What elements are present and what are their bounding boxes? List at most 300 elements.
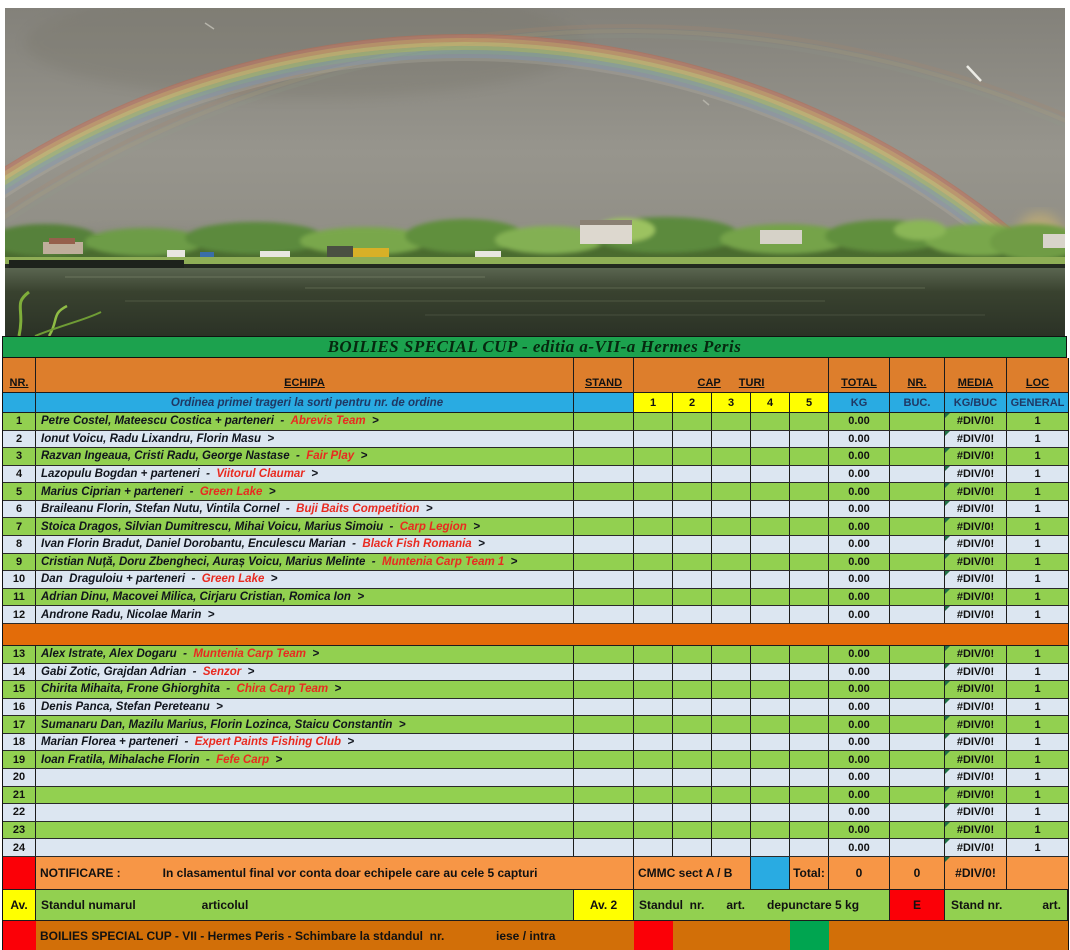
stand-cell[interactable] (574, 431, 634, 448)
catch-cell-4[interactable] (751, 536, 790, 553)
row-nr-cell[interactable]: 16 (3, 699, 36, 716)
stand-cell[interactable] (574, 716, 634, 733)
catch-cell-1[interactable] (634, 589, 673, 606)
media-cell[interactable]: #DIV/0! (945, 413, 1007, 430)
loc-cell[interactable]: 1 (1034, 538, 1041, 551)
catch-cell-4[interactable] (751, 751, 790, 768)
buc-cell[interactable] (890, 769, 945, 786)
catch-cell-4[interactable] (751, 839, 790, 856)
catch-cell-2[interactable] (673, 431, 712, 448)
stand-change-red-badge[interactable] (3, 921, 36, 950)
buc-cell[interactable] (890, 413, 945, 430)
team-name-cell[interactable] (36, 483, 574, 500)
team-name-cell[interactable] (36, 501, 574, 518)
team-name-cell[interactable] (36, 804, 574, 821)
row-nr-cell[interactable]: 6 (3, 501, 36, 518)
catch-cell-1[interactable] (634, 518, 673, 535)
catch-cell-3[interactable] (712, 466, 751, 483)
media-cell[interactable]: #DIV/0! (945, 804, 1007, 821)
draw-number-cell[interactable]: 2 (673, 393, 712, 412)
catch-cell-3[interactable] (712, 483, 751, 500)
row-nr-cell[interactable]: 7 (3, 518, 36, 535)
stand-change-text-cell[interactable]: BOILIES SPECIAL CUP - VII - Hermes Peris - Schimbare la stdandul nr. (40, 929, 445, 943)
row-nr-cell[interactable]: 8 (3, 536, 36, 553)
row-nr-cell[interactable]: 10 (3, 571, 36, 588)
catch-cell-4[interactable] (751, 681, 790, 698)
catch-cell-2[interactable] (673, 554, 712, 571)
media-cell[interactable]: #DIV/0! (945, 501, 1007, 518)
catch-cell-1[interactable] (634, 431, 673, 448)
catch-cell-4[interactable] (751, 769, 790, 786)
buc-cell[interactable] (890, 646, 945, 663)
team-name-cell[interactable] (36, 536, 574, 553)
team-name-cell[interactable] (36, 413, 574, 430)
catch-cell-2[interactable] (673, 518, 712, 535)
media-cell[interactable]: #DIV/0! (945, 734, 1007, 751)
media-cell[interactable]: #DIV/0! (945, 787, 1007, 804)
catch-cell-1[interactable] (634, 448, 673, 465)
catch-cell-2[interactable] (673, 804, 712, 821)
buc-cell[interactable] (890, 664, 945, 681)
catch-cell-5[interactable] (790, 699, 829, 716)
buc-cell[interactable] (890, 589, 945, 606)
av-left-text-cell[interactable]: Standul numarul articolul (36, 890, 574, 920)
loc-cell[interactable]: 1 (1034, 520, 1041, 533)
team-name-cell[interactable] (36, 751, 574, 768)
catch-cell-5[interactable] (790, 571, 829, 588)
row-nr-cell[interactable]: 13 (3, 646, 36, 663)
media-cell[interactable]: #DIV/0! (945, 681, 1007, 698)
catch-cell-5[interactable] (790, 839, 829, 856)
team-name-cell[interactable] (36, 518, 574, 535)
catch-cell-3[interactable] (712, 822, 751, 839)
iese-intra-cell[interactable]: iese / intra (496, 929, 556, 943)
catch-cell-5[interactable] (790, 734, 829, 751)
team-name-cell[interactable] (36, 681, 574, 698)
loc-cell[interactable]: 1 (1034, 806, 1041, 819)
stand-cell[interactable] (574, 606, 634, 623)
header-echipa[interactable]: ECHIPA (36, 358, 574, 392)
media-cell[interactable]: #DIV/0! (945, 431, 1007, 448)
catch-cell-2[interactable] (673, 501, 712, 518)
catch-cell-4[interactable] (751, 501, 790, 518)
catch-cell-2[interactable] (673, 751, 712, 768)
loc-cell[interactable]: 1 (1034, 648, 1041, 661)
stand-cell[interactable] (574, 518, 634, 535)
media-cell[interactable]: #DIV/0! (945, 571, 1007, 588)
notification-red-cell[interactable] (3, 857, 36, 889)
draw-number-cell[interactable]: 4 (751, 393, 790, 412)
buc-cell[interactable] (890, 751, 945, 768)
catch-cell-1[interactable] (634, 664, 673, 681)
catch-cell-5[interactable] (790, 413, 829, 430)
buc-cell[interactable] (890, 466, 945, 483)
buc-cell[interactable] (890, 699, 945, 716)
total-kg-cell[interactable]: 0.00 (829, 751, 890, 768)
media-cell[interactable]: #DIV/0! (945, 769, 1007, 786)
total-kg-cell[interactable]: 0.00 (829, 681, 890, 698)
catch-cell-4[interactable] (751, 787, 790, 804)
catch-cell-3[interactable] (712, 413, 751, 430)
row-nr-cell[interactable]: 17 (3, 716, 36, 733)
media-cell[interactable]: #DIV/0! (945, 448, 1007, 465)
catch-cell-1[interactable] (634, 501, 673, 518)
total-kg-cell[interactable]: 0.00 (829, 413, 890, 430)
total-kg-cell[interactable]: 0.00 (829, 483, 890, 500)
media-cell[interactable]: #DIV/0! (945, 716, 1007, 733)
catch-cell-3[interactable] (712, 751, 751, 768)
catch-cell-5[interactable] (790, 787, 829, 804)
catch-cell-4[interactable] (751, 646, 790, 663)
row-nr-cell[interactable]: 23 (3, 822, 36, 839)
team-name-cell[interactable] (36, 646, 574, 663)
catch-cell-1[interactable] (634, 699, 673, 716)
catch-cell-5[interactable] (790, 646, 829, 663)
buc-cell[interactable] (890, 681, 945, 698)
total-label-cell[interactable]: Total: (790, 857, 829, 889)
av-mid-text-cell[interactable]: Standul nr. art. depunctare 5 kg (634, 890, 890, 920)
catch-cell-2[interactable] (673, 699, 712, 716)
catch-cell-1[interactable] (634, 646, 673, 663)
row-nr-cell[interactable]: 9 (3, 554, 36, 571)
catch-cell-4[interactable] (751, 431, 790, 448)
loc-cell[interactable]: 1 (1034, 788, 1041, 801)
catch-cell-2[interactable] (673, 734, 712, 751)
catch-cell-3[interactable] (712, 681, 751, 698)
row-nr-cell[interactable]: 5 (3, 483, 36, 500)
team-name-cell[interactable] (36, 589, 574, 606)
catch-cell-1[interactable] (634, 822, 673, 839)
catch-cell-2[interactable] (673, 483, 712, 500)
draw-number-cell[interactable]: 5 (790, 393, 829, 412)
loc-cell[interactable]: 1 (1034, 771, 1041, 784)
team-name-cell[interactable] (36, 431, 574, 448)
total-kg-cell[interactable]: 0.00 (829, 448, 890, 465)
media-cell[interactable]: #DIV/0! (945, 699, 1007, 716)
team-name-cell[interactable] (36, 554, 574, 571)
team-name-cell[interactable] (36, 699, 574, 716)
order-note-cell[interactable]: Ordinea primei trageri la sorti pentru nr. de ordine (36, 393, 574, 412)
catch-cell-2[interactable] (673, 681, 712, 698)
stand-cell[interactable] (574, 664, 634, 681)
catch-cell-1[interactable] (634, 554, 673, 571)
header-loc[interactable]: LOC (1025, 377, 1050, 389)
draw-number-cell[interactable]: 3 (712, 393, 751, 412)
team-name-cell[interactable] (36, 787, 574, 804)
catch-cell-1[interactable] (634, 716, 673, 733)
cmmc-sector-cell[interactable]: CMMC sect A / B (634, 857, 751, 889)
row-nr-cell[interactable]: 14 (3, 664, 36, 681)
total-kg-cell[interactable]: 0.00 (829, 716, 890, 733)
loc-cell[interactable]: 1 (1034, 608, 1041, 621)
loc-cell[interactable]: 1 (1034, 591, 1041, 604)
catch-cell-5[interactable] (790, 501, 829, 518)
catch-cell-5[interactable] (790, 606, 829, 623)
buc-cell[interactable] (890, 518, 945, 535)
loc-cell[interactable]: 1 (1034, 683, 1041, 696)
grand-total-kg-cell[interactable]: 0 (829, 857, 890, 889)
sector-color-cell[interactable] (751, 857, 790, 889)
loc-cell[interactable]: 1 (1034, 432, 1041, 445)
stand-cell[interactable] (574, 448, 634, 465)
catch-cell-1[interactable] (634, 571, 673, 588)
order-buc-cell[interactable]: BUC. (890, 393, 945, 412)
av2-badge-cell[interactable]: Av. 2 (574, 890, 634, 920)
media-cell[interactable]: #DIV/0! (945, 646, 1007, 663)
catch-cell-2[interactable] (673, 589, 712, 606)
row-nr-cell[interactable]: 20 (3, 769, 36, 786)
buc-cell[interactable] (890, 536, 945, 553)
loc-cell[interactable]: 1 (1034, 503, 1041, 516)
buc-cell[interactable] (890, 734, 945, 751)
catch-cell-4[interactable] (751, 734, 790, 751)
stand-cell[interactable] (574, 466, 634, 483)
loc-cell[interactable]: 1 (1034, 450, 1041, 463)
grand-total-buc-cell[interactable]: 0 (890, 857, 945, 889)
stand-cell[interactable] (574, 536, 634, 553)
catch-cell-5[interactable] (790, 518, 829, 535)
catch-cell-2[interactable] (673, 664, 712, 681)
catch-cell-5[interactable] (790, 554, 829, 571)
header-media[interactable]: MEDIA (945, 358, 1007, 392)
catch-cell-4[interactable] (751, 448, 790, 465)
total-kg-cell[interactable]: 0.00 (829, 606, 890, 623)
notification-end-cell[interactable] (1007, 857, 1068, 889)
notification-text-cell[interactable]: NOTIFICARE : In clasamentul final vor conta doar echipele care au cele 5 capturi (36, 857, 634, 889)
catch-cell-2[interactable] (673, 787, 712, 804)
catch-cell-2[interactable] (673, 646, 712, 663)
media-cell[interactable]: #DIV/0! (945, 466, 1007, 483)
stand-cell[interactable] (574, 554, 634, 571)
catch-cell-1[interactable] (634, 466, 673, 483)
catch-cell-2[interactable] (673, 413, 712, 430)
order-kgbuc-cell[interactable]: KG/BUC (945, 393, 1007, 412)
iese-color-cell[interactable] (634, 921, 673, 950)
header-nr-buc[interactable]: NR. (890, 358, 945, 392)
catch-cell-5[interactable] (790, 466, 829, 483)
stand-cell[interactable] (574, 646, 634, 663)
loc-cell[interactable]: 1 (1034, 701, 1041, 714)
catch-cell-4[interactable] (751, 699, 790, 716)
row-nr-cell[interactable]: 19 (3, 751, 36, 768)
stand-cell[interactable] (574, 734, 634, 751)
loc-cell[interactable]: 1 (1034, 718, 1041, 731)
catch-cell-2[interactable] (673, 448, 712, 465)
total-kg-cell[interactable]: 0.00 (829, 769, 890, 786)
loc-cell[interactable]: 1 (1034, 665, 1041, 678)
catch-cell-2[interactable] (673, 536, 712, 553)
buc-cell[interactable] (890, 448, 945, 465)
media-cell[interactable]: #DIV/0! (945, 554, 1007, 571)
catch-cell-4[interactable] (751, 413, 790, 430)
stand-cell[interactable] (574, 589, 634, 606)
catch-cell-2[interactable] (673, 571, 712, 588)
team-name-cell[interactable] (36, 716, 574, 733)
intra-color-cell[interactable] (790, 921, 829, 950)
catch-cell-4[interactable] (751, 518, 790, 535)
buc-cell[interactable] (890, 431, 945, 448)
catch-cell-4[interactable] (751, 483, 790, 500)
catch-cell-3[interactable] (712, 716, 751, 733)
catch-cell-2[interactable] (673, 466, 712, 483)
catch-cell-1[interactable] (634, 769, 673, 786)
total-kg-cell[interactable]: 0.00 (829, 664, 890, 681)
catch-cell-3[interactable] (712, 646, 751, 663)
team-name-cell[interactable] (36, 664, 574, 681)
catch-cell-2[interactable] (673, 822, 712, 839)
av-right-text-cell[interactable]: Stand nr. art. (945, 890, 1068, 920)
media-cell[interactable]: #DIV/0! (945, 664, 1007, 681)
catch-cell-3[interactable] (712, 804, 751, 821)
total-kg-cell[interactable]: 0.00 (829, 839, 890, 856)
header-cap-turi[interactable]: CAP TURI (634, 358, 829, 392)
order-nr-cell[interactable] (3, 393, 36, 412)
loc-cell[interactable]: 1 (1034, 573, 1041, 586)
buc-cell[interactable] (890, 571, 945, 588)
total-kg-cell[interactable]: 0.00 (829, 466, 890, 483)
catch-cell-3[interactable] (712, 606, 751, 623)
catch-cell-4[interactable] (751, 606, 790, 623)
total-kg-cell[interactable]: 0.00 (829, 431, 890, 448)
row-nr-cell[interactable]: 1 (3, 413, 36, 430)
loc-cell[interactable]: 1 (1034, 555, 1041, 568)
catch-cell-1[interactable] (634, 606, 673, 623)
catch-cell-3[interactable] (712, 536, 751, 553)
team-name-cell[interactable] (36, 839, 574, 856)
row-nr-cell[interactable]: 2 (3, 431, 36, 448)
catch-cell-5[interactable] (790, 431, 829, 448)
e-badge-cell[interactable]: E (890, 890, 945, 920)
catch-cell-4[interactable] (751, 664, 790, 681)
catch-cell-4[interactable] (751, 716, 790, 733)
catch-cell-3[interactable] (712, 571, 751, 588)
catch-cell-1[interactable] (634, 734, 673, 751)
order-stand-cell[interactable] (574, 393, 634, 412)
catch-cell-3[interactable] (712, 699, 751, 716)
catch-cell-4[interactable] (751, 822, 790, 839)
catch-cell-3[interactable] (712, 431, 751, 448)
total-kg-cell[interactable]: 0.00 (829, 804, 890, 821)
stand-cell[interactable] (574, 804, 634, 821)
catch-cell-1[interactable] (634, 751, 673, 768)
total-kg-cell[interactable]: 0.00 (829, 554, 890, 571)
catch-cell-3[interactable] (712, 769, 751, 786)
team-name-cell[interactable] (36, 448, 574, 465)
team-name-cell[interactable] (36, 734, 574, 751)
buc-cell[interactable] (890, 822, 945, 839)
stand-cell[interactable] (574, 822, 634, 839)
stand-cell[interactable] (574, 699, 634, 716)
loc-cell[interactable]: 1 (1034, 736, 1041, 749)
row-nr-cell[interactable]: 22 (3, 804, 36, 821)
catch-cell-3[interactable] (712, 518, 751, 535)
stand-cell[interactable] (574, 787, 634, 804)
catch-cell-5[interactable] (790, 664, 829, 681)
draw-number-cell[interactable]: 1 (634, 393, 673, 412)
catch-cell-5[interactable] (790, 716, 829, 733)
catch-cell-1[interactable] (634, 804, 673, 821)
catch-cell-2[interactable] (673, 606, 712, 623)
catch-cell-3[interactable] (712, 554, 751, 571)
total-kg-cell[interactable]: 0.00 (829, 822, 890, 839)
row-nr-cell[interactable]: 21 (3, 787, 36, 804)
total-kg-cell[interactable]: 0.00 (829, 518, 890, 535)
row-nr-cell[interactable]: 4 (3, 466, 36, 483)
buc-cell[interactable] (890, 804, 945, 821)
header-total[interactable]: TOTAL (829, 358, 890, 392)
loc-cell[interactable]: 1 (1034, 824, 1041, 837)
buc-cell[interactable] (890, 554, 945, 571)
catch-cell-4[interactable] (751, 589, 790, 606)
catch-cell-5[interactable] (790, 536, 829, 553)
stand-cell[interactable] (574, 571, 634, 588)
loc-cell[interactable]: 1 (1034, 753, 1041, 766)
buc-cell[interactable] (890, 606, 945, 623)
buc-cell[interactable] (890, 501, 945, 518)
catch-cell-3[interactable] (712, 664, 751, 681)
team-name-cell[interactable] (36, 466, 574, 483)
stand-cell[interactable] (574, 751, 634, 768)
media-cell[interactable]: #DIV/0! (945, 518, 1007, 535)
loc-cell[interactable]: 1 (1034, 841, 1041, 854)
total-kg-cell[interactable]: 0.00 (829, 501, 890, 518)
media-cell[interactable]: #DIV/0! (945, 589, 1007, 606)
order-general-cell[interactable]: GENERAL (1010, 396, 1065, 409)
catch-cell-3[interactable] (712, 787, 751, 804)
total-kg-cell[interactable]: 0.00 (829, 787, 890, 804)
stand-cell[interactable] (574, 681, 634, 698)
catch-cell-3[interactable] (712, 734, 751, 751)
team-name-cell[interactable] (36, 822, 574, 839)
catch-cell-4[interactable] (751, 554, 790, 571)
total-kg-cell[interactable]: 0.00 (829, 646, 890, 663)
buc-cell[interactable] (890, 839, 945, 856)
catch-cell-1[interactable] (634, 536, 673, 553)
total-kg-cell[interactable]: 0.00 (829, 536, 890, 553)
row-nr-cell[interactable]: 11 (3, 589, 36, 606)
team-name-cell[interactable] (36, 571, 574, 588)
catch-cell-4[interactable] (751, 571, 790, 588)
media-cell[interactable]: #DIV/0! (945, 536, 1007, 553)
media-cell[interactable]: #DIV/0! (945, 483, 1007, 500)
total-kg-cell[interactable]: 0.00 (829, 699, 890, 716)
catch-cell-5[interactable] (790, 681, 829, 698)
team-name-cell[interactable] (36, 606, 574, 623)
total-kg-cell[interactable]: 0.00 (829, 734, 890, 751)
catch-cell-2[interactable] (673, 716, 712, 733)
catch-cell-1[interactable] (634, 681, 673, 698)
catch-cell-1[interactable] (634, 839, 673, 856)
stand-cell[interactable] (574, 483, 634, 500)
catch-cell-5[interactable] (790, 804, 829, 821)
media-cell[interactable]: #DIV/0! (945, 822, 1007, 839)
stand-cell[interactable] (574, 501, 634, 518)
catch-cell-5[interactable] (790, 751, 829, 768)
order-kg-cell[interactable]: KG (829, 393, 890, 412)
media-cell[interactable]: #DIV/0! (945, 751, 1007, 768)
catch-cell-3[interactable] (712, 589, 751, 606)
total-kg-cell[interactable]: 0.00 (829, 589, 890, 606)
catch-cell-4[interactable] (751, 466, 790, 483)
catch-cell-1[interactable] (634, 483, 673, 500)
av-badge-cell[interactable]: Av. (3, 890, 36, 920)
media-cell[interactable]: #DIV/0! (945, 839, 1007, 856)
stand-cell[interactable] (574, 769, 634, 786)
loc-cell[interactable]: 1 (1034, 485, 1041, 498)
row-nr-cell[interactable]: 15 (3, 681, 36, 698)
catch-cell-5[interactable] (790, 483, 829, 500)
catch-cell-5[interactable] (790, 448, 829, 465)
